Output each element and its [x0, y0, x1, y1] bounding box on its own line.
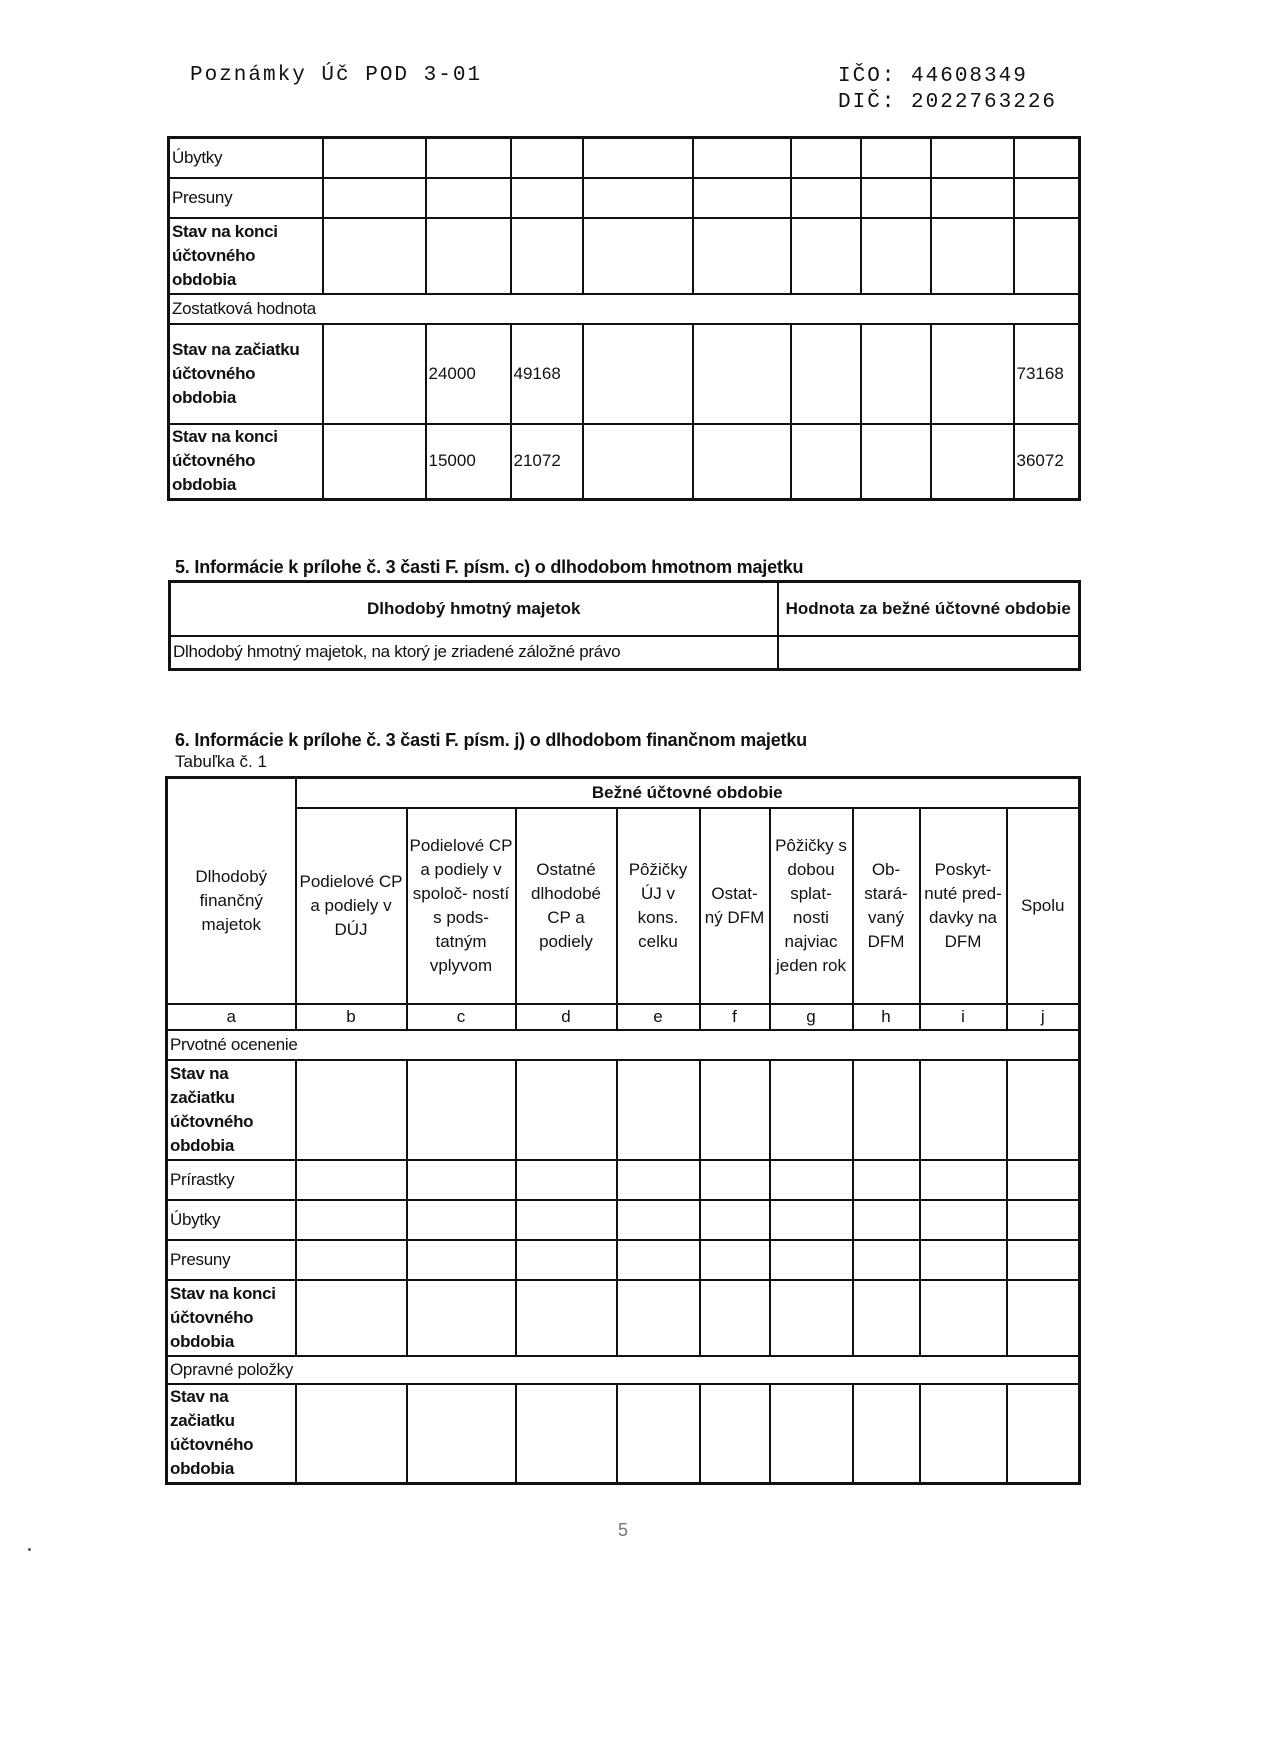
document-header-left: Poznámky Úč POD 3-01	[190, 64, 483, 87]
column-header: Poskyt- nuté pred- davky na DFM	[920, 808, 1007, 1004]
document-header-right	[838, 64, 1057, 116]
column-header: Dlhodobý hmotný majetok	[170, 582, 778, 636]
table-row	[167, 1384, 1080, 1484]
table-row	[167, 1240, 1080, 1280]
column-letter: a	[167, 1004, 296, 1030]
column-letter: b	[296, 1004, 407, 1030]
column-letter: j	[1007, 1004, 1080, 1030]
row-label: Úbytky	[167, 1200, 296, 1240]
table-row	[169, 324, 1080, 424]
table-row	[167, 1160, 1080, 1200]
page-number: 5	[618, 1520, 629, 1540]
section-row	[169, 294, 1080, 324]
row-label: Dlhodobý hmotný majetok, na ktorý je zriadené záložné právo	[170, 636, 778, 670]
row-label: Stav na konci účtovného obdobia	[169, 424, 323, 500]
row-label: Stav na začiatku účtovného obdobia	[167, 1060, 296, 1160]
scan-speck	[28, 1548, 31, 1551]
column-header: Ostat- ný DFM	[700, 808, 770, 1004]
table-header-row	[167, 778, 1080, 808]
column-letter: i	[920, 1004, 1007, 1030]
value-cell	[778, 636, 1080, 670]
row-label: Presuny	[169, 178, 323, 218]
section6-subtitle: Tabuľka č. 1	[175, 752, 267, 771]
section5-table	[168, 580, 1081, 671]
column-letter: d	[516, 1004, 617, 1030]
first-column-header: Dlhodobý finančný majetok	[167, 778, 296, 1004]
column-letter: c	[407, 1004, 516, 1030]
total-cell: 36072	[1014, 424, 1080, 500]
row-label: Presuny	[167, 1240, 296, 1280]
table-row	[169, 424, 1080, 500]
top-table	[167, 136, 1081, 501]
column-letter: g	[770, 1004, 853, 1030]
table-header-row	[167, 808, 1080, 1004]
column-header: Ob- stará- vaný DFM	[853, 808, 920, 1004]
row-label: Prírastky	[167, 1160, 296, 1200]
row-label: Úbytky	[169, 138, 323, 178]
column-header: Ostatné dlhodobé CP a podiely	[516, 808, 617, 1004]
value-cell: 24000	[426, 324, 511, 424]
table-row	[167, 1280, 1080, 1356]
column-letter: h	[853, 1004, 920, 1030]
ico-number: IČO: 44608349	[838, 65, 1028, 88]
column-letter: f	[700, 1004, 770, 1030]
column-header: Pôžičky ÚJ v kons. celku	[617, 808, 700, 1004]
table-row	[167, 1200, 1080, 1240]
column-letter: e	[617, 1004, 700, 1030]
table-row	[169, 178, 1080, 218]
value-cell: 15000	[426, 424, 511, 500]
total-cell: 73168	[1014, 324, 1080, 424]
row-label: Stav na začiatku účtovného obdobia	[167, 1384, 296, 1484]
table-row	[167, 1060, 1080, 1160]
section-row	[167, 1356, 1080, 1384]
section-label: Opravné položky	[167, 1356, 1080, 1384]
letters-row	[167, 1004, 1080, 1030]
table-row	[169, 218, 1080, 294]
table-row	[170, 636, 1080, 670]
table-header-row	[170, 582, 1080, 636]
dic-number: DIČ: 2022763226	[838, 91, 1058, 114]
section6-title: 6. Informácie k prílohe č. 3 časti F. písm. j) o dlhodobom finančnom majetku	[175, 730, 807, 750]
period-header: Bežné účtovné obdobie	[296, 778, 1080, 808]
value-cell: 49168	[511, 324, 583, 424]
column-header: Spolu	[1007, 808, 1080, 1004]
value-cell: 21072	[511, 424, 583, 500]
row-label: Stav na konci účtovného obdobia	[167, 1280, 296, 1356]
row-label: Stav na konci účtovného obdobia	[169, 218, 323, 294]
section-row	[167, 1030, 1080, 1060]
column-header: Pôžičky s dobou splat- nosti najviac jeden rok	[770, 808, 853, 1004]
column-header: Podielové CP a podiely v DÚJ	[296, 808, 407, 1004]
column-header: Hodnota za bežné účtovné obdobie	[778, 582, 1080, 636]
row-label: Stav na začiatku účtovného obdobia	[169, 324, 323, 424]
section-label: Prvotné ocenenie	[167, 1030, 1080, 1060]
section-label: Zostatková hodnota	[169, 294, 1080, 324]
section5-title: 5. Informácie k prílohe č. 3 časti F. písm. c) o dlhodobom hmotnom majetku	[175, 557, 804, 577]
section6-table	[165, 776, 1081, 1485]
column-header: Podielové CP a podiely v spoloč- ností s pods- tatným vplyvom	[407, 808, 516, 1004]
table-row	[169, 138, 1080, 178]
